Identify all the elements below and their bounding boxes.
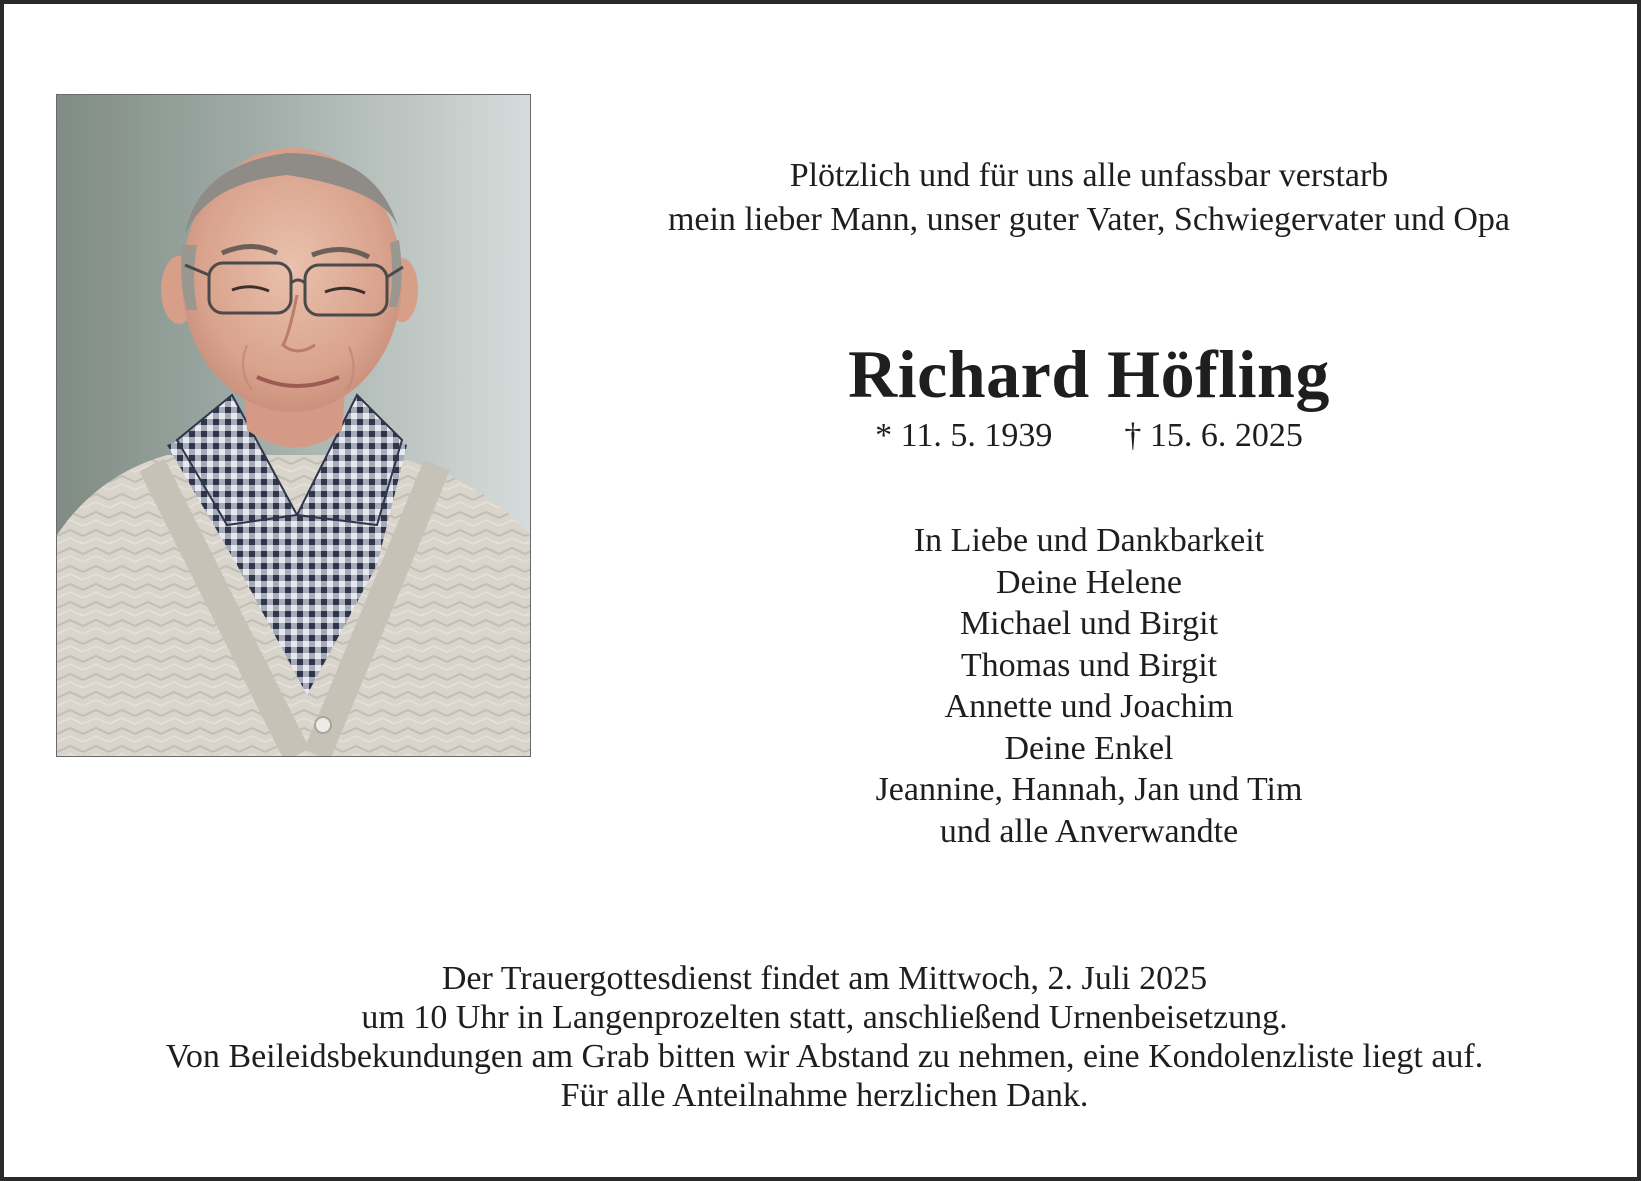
mourner-line: Deine Helene <box>996 563 1182 601</box>
intro-line: mein lieber Mann, unser guter Vater, Schwiegervater und Opa <box>667 201 1511 238</box>
service-notice <box>24 959 1625 1115</box>
death-date: † 15. 6. 2025 <box>1124 417 1303 454</box>
mourners-list <box>564 520 1614 852</box>
mourner-line: Thomas und Birgit <box>960 646 1218 684</box>
service-line: Von Beileidsbekundungen am Grab bitten wir Abstand zu nehmen, eine Kondolenzliste liegt auf. <box>165 1038 1484 1075</box>
intro-line: Plötzlich und für uns alle unfassbar verstarb <box>789 157 1389 194</box>
mourner-line: Jeannine, Hannah, Jan und Tim <box>875 771 1303 808</box>
service-line: Für alle Anteilnahme herzlichen Dank. <box>560 1077 1089 1114</box>
mourner-line: und alle Anverwandte <box>939 812 1239 850</box>
life-dates <box>564 414 1614 458</box>
service-line: Der Trauergottesdienst findet am Mittwoch, 2. Juli 2025 <box>441 960 1208 997</box>
mourner-line: In Liebe und Dankbarkeit <box>913 522 1265 559</box>
service-line: um 10 Uhr in Langenprozelten statt, anschließend Urnenbeisetzung. <box>361 999 1288 1036</box>
portrait-photo <box>56 94 531 757</box>
mourner-line: Annette und Joachim <box>944 688 1234 725</box>
deceased-name: Richard Höfling <box>848 336 1330 412</box>
birth-date: * 11. 5. 1939 <box>875 417 1053 454</box>
mourner-line: Deine Enkel <box>1004 729 1174 767</box>
mourner-line: Michael und Birgit <box>959 605 1219 642</box>
intro-text <box>564 154 1614 242</box>
